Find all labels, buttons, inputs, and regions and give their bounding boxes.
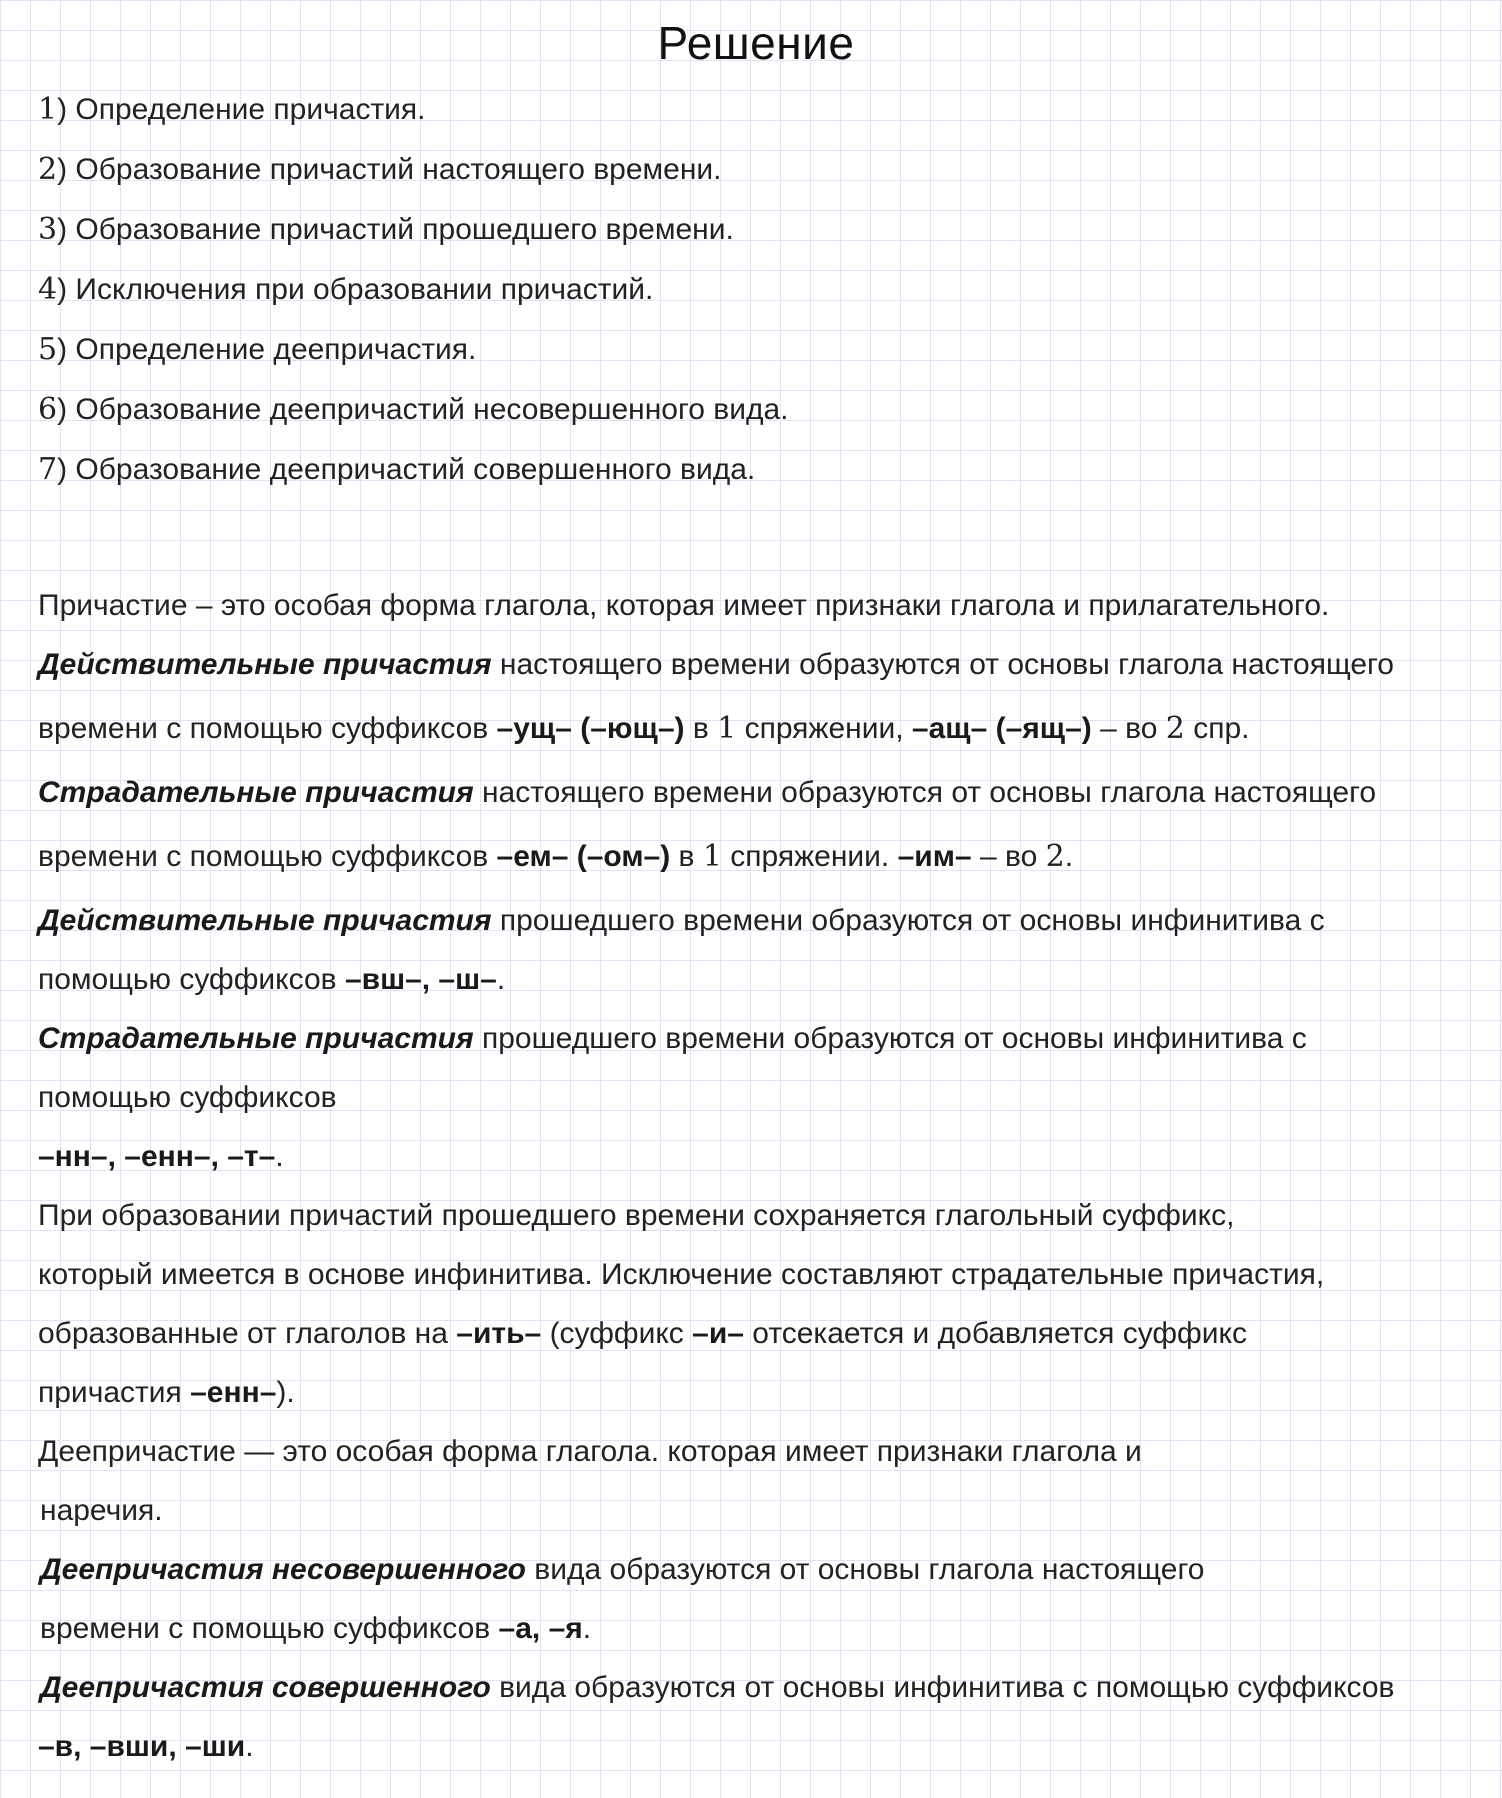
p5-line-4	[38, 1375, 295, 1411]
text: .	[496, 963, 506, 996]
plan-item-7	[38, 452, 755, 488]
term: Деепричастия несовершенного	[40, 1553, 526, 1586]
text: причастия	[38, 1376, 191, 1409]
number: 2	[1165, 711, 1185, 746]
text: прошедшего времени образуются от основы инфинитива с	[473, 1022, 1307, 1055]
p5-line-1: При образовании причастий прошедшего времени сохраняется глагольный суффикс,	[38, 1199, 1235, 1232]
plan-item-number: 3	[38, 212, 58, 247]
plan-item-text: ) Образование причастий настоящего времени.	[57, 153, 722, 186]
suffix: –им–	[897, 840, 972, 873]
suffix: –а, –я	[498, 1612, 583, 1645]
suffix: –ем– (–ом–)	[496, 840, 671, 873]
plan-item-6	[38, 392, 789, 428]
plan-item-text: ) Образование деепричастий совершенного вида.	[57, 453, 756, 486]
text: вида образуются от основы глагола настоящего	[525, 1553, 1205, 1586]
plan-item-text: ) Определение деепричастия.	[57, 333, 477, 366]
suffix: –ить–	[456, 1317, 542, 1350]
plan-item-2	[38, 152, 722, 188]
p4-line-2: помощью суффиксов	[38, 1081, 337, 1114]
text: отсекается и добавляется суффикс	[743, 1317, 1247, 1350]
text: в	[684, 712, 718, 745]
p7-line-1	[40, 1552, 1204, 1588]
page-title: Решение	[657, 17, 855, 69]
suffix: –и–	[692, 1317, 744, 1350]
plan-item-5	[38, 332, 476, 368]
plan-item-text: ) Образование деепричастий несовершенного вида.	[57, 393, 789, 426]
text: вида образуются от основы инфинитива с помощью суффиксов	[490, 1671, 1395, 1704]
plan-item-number: 4	[38, 272, 58, 307]
term: Деепричастия совершенного	[40, 1671, 491, 1704]
plan-item-text: ) Определение причастия.	[57, 93, 426, 126]
plan-item-number: 2	[38, 152, 58, 187]
number: 1	[717, 711, 737, 746]
p8-line-2	[38, 1729, 254, 1765]
text: спр.	[1184, 712, 1250, 745]
text: – во	[971, 840, 1046, 873]
text: в	[670, 840, 703, 873]
text: .	[582, 1612, 592, 1645]
p5-line-2: который имеется в основе инфинитива. Исключение составляют страдательные причастия,	[38, 1258, 1325, 1291]
p3-line-1	[38, 903, 1325, 939]
p8-line-1	[40, 1670, 1395, 1706]
plan-item-1	[38, 92, 426, 128]
plan-item-number: 1	[38, 92, 58, 127]
text: образованные от глаголов на	[38, 1317, 457, 1350]
text: времени с помощью суффиксов	[38, 712, 497, 745]
plan-item-4	[38, 272, 653, 308]
text: ).	[276, 1376, 295, 1409]
text: (суффикс	[541, 1317, 693, 1350]
p4-line-3	[38, 1139, 284, 1175]
plan-item-text: ) Образование причастий прошедшего времени.	[57, 213, 734, 246]
text: времени с помощью суффиксов	[40, 1612, 499, 1645]
p3-line-2	[38, 962, 505, 998]
p2-line-2	[38, 839, 1073, 875]
text: помощью суффиксов	[38, 963, 345, 996]
suffix: –в, –вши, –ши	[38, 1730, 246, 1763]
plan-item-number: 5	[38, 332, 58, 367]
plan-item-text: ) Исключения при образовании причастий.	[57, 273, 654, 306]
number: 2	[1045, 839, 1065, 874]
suffix: –вш–, –ш–	[344, 963, 497, 996]
suffix: –енн–	[190, 1376, 277, 1409]
text: настоящего времени образуются от основы глагола настоящего	[473, 776, 1377, 809]
participle-definition: Причастие – это особая форма глагола, которая имеет признаки глагола и прилагательного.	[38, 589, 1330, 622]
suffix: –нн–, –енн–, –т–	[38, 1140, 276, 1173]
term: Страдательные причастия	[38, 1022, 474, 1055]
p1-line-1	[38, 647, 1394, 683]
term: Страдательные причастия	[38, 776, 474, 809]
p2-line-1	[38, 775, 1376, 811]
text: .	[1064, 840, 1074, 873]
text: – во	[1091, 712, 1166, 745]
text: спряжении,	[736, 712, 912, 745]
text: .	[245, 1730, 254, 1763]
text: настоящего времени образуются от основы глагола настоящего	[491, 648, 1394, 681]
suffix: –ащ– (–ящ–)	[911, 712, 1092, 745]
text: времени с помощью суффиксов	[38, 840, 497, 873]
term: Действительные причастия	[38, 904, 492, 937]
text: прошедшего времени образуются от основы инфинитива с	[491, 904, 1325, 937]
suffix: –ущ– (–ющ–)	[496, 712, 685, 745]
p1-line-2	[38, 711, 1249, 747]
term: Действительные причастия	[38, 648, 492, 681]
text: спряжении.	[721, 840, 898, 873]
p7-line-2	[40, 1611, 591, 1647]
p4-line-1	[38, 1021, 1307, 1057]
p5-line-3	[38, 1316, 1247, 1352]
number: 1	[702, 839, 722, 874]
p6-line-2: наречия.	[40, 1494, 163, 1527]
plan-item-number: 7	[38, 452, 58, 487]
plan-item-number: 6	[38, 392, 58, 427]
plan-item-3	[38, 212, 734, 248]
text: .	[275, 1140, 284, 1173]
p6-line-1: Деепричастие — это особая форма глагола. которая имеет признаки глагола и	[38, 1435, 1142, 1468]
